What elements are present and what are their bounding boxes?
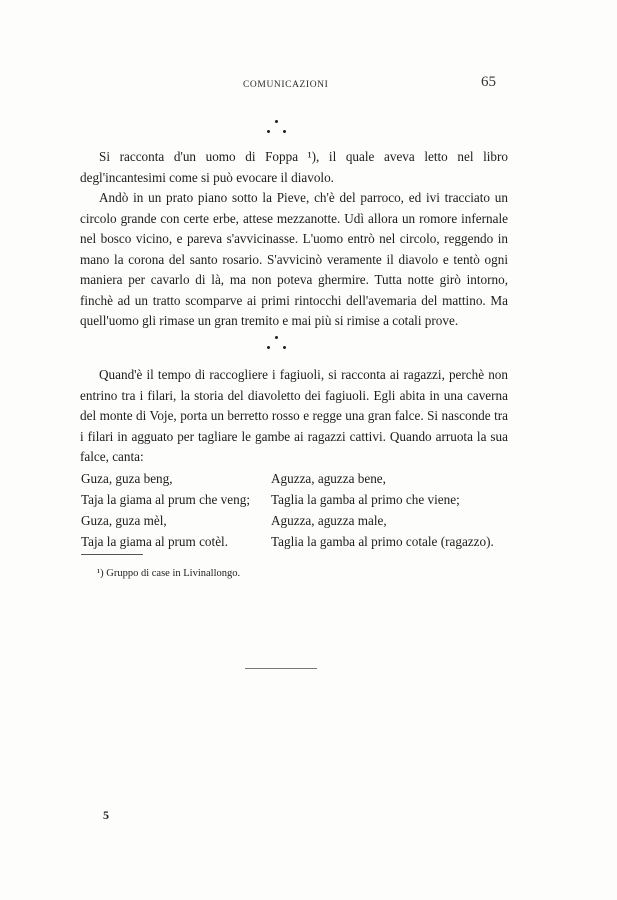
verse-dialect: Guza, guza mèl, bbox=[81, 513, 167, 528]
asterism-divider bbox=[262, 334, 292, 356]
paragraph: Si racconta d'un uomo di Foppa ¹), il quale aveva letto nel libro degl'incantesimi come si può evocare il diavolo. bbox=[80, 149, 508, 185]
verse-italian: Aguzza, aguzza bene, bbox=[271, 471, 386, 486]
verse-italian: Taglia la gamba al primo che viene; bbox=[271, 492, 460, 507]
verse-dialect: Taja la giama al prum che veng; bbox=[81, 492, 250, 507]
verse-row bbox=[81, 489, 511, 510]
verse-italian: Aguzza, aguzza male, bbox=[271, 513, 387, 528]
paragraph: Quand'è il tempo di raccogliere i fagiuoli, si racconta ai ragazzi, perchè non entrino tra i filari, la storia del diavoletto dei fagiuoli. Egli abita in una caverna del monte di Voje, porta un berretto rosso e regge una gran falce. Si nasconde tra i filari in agguato per tagliare le gambe ai ragazzi cattivi. Quando arruota la sua falce, canta: bbox=[80, 367, 508, 464]
verse-row bbox=[81, 510, 511, 531]
section-bean-devil bbox=[80, 365, 508, 468]
verse-block bbox=[81, 468, 511, 552]
paragraph: Andò in un prato piano sotto la Pieve, ch'è del parroco, ed ivi tracciato un circolo grande con certe erbe, attese mezzanotte. Udì allora un romore infernale nel bosco vicino, e pareva s'avvicinasse. L'uomo entrò nel circolo, reggendo in mano la corona del santo rosario. S'avvicinò veramente il diavolo e tentò ogni maniera per cavarlo di là, ma non poteva ghermire. Tutta notte girò intorno, finchè ad un tratto scomparve ai primi rintocchi dell'avemaria del mattino. Ma quell'uomo gli rimase un gran tremito e mai più si rimise a cotali prove. bbox=[80, 190, 508, 328]
verse-dialect: Taja la giama al prum cotèl. bbox=[81, 534, 229, 549]
page-number: 65 bbox=[481, 74, 496, 90]
running-head: COMUNICAZIONI bbox=[243, 80, 329, 90]
verse-row bbox=[81, 531, 511, 552]
asterism-dot bbox=[283, 130, 286, 133]
asterism-dot bbox=[267, 130, 270, 133]
signature-mark: 5 bbox=[103, 808, 109, 822]
asterism-dot bbox=[275, 120, 278, 123]
asterism-dot bbox=[275, 336, 278, 339]
asterism-divider bbox=[262, 118, 292, 140]
footnote: ¹) Gruppo di case in Livinallongo. bbox=[97, 568, 241, 579]
footnote-rule bbox=[81, 554, 143, 555]
section-end-rule bbox=[245, 668, 317, 669]
verse-row bbox=[81, 468, 511, 489]
section-devil-of-foppa bbox=[80, 147, 508, 332]
asterism-dot bbox=[283, 346, 286, 349]
asterism-dot bbox=[267, 346, 270, 349]
verse-italian: Taglia la gamba al primo cotale (ragazzo). bbox=[271, 534, 494, 549]
verse-dialect: Guza, guza beng, bbox=[81, 471, 173, 486]
